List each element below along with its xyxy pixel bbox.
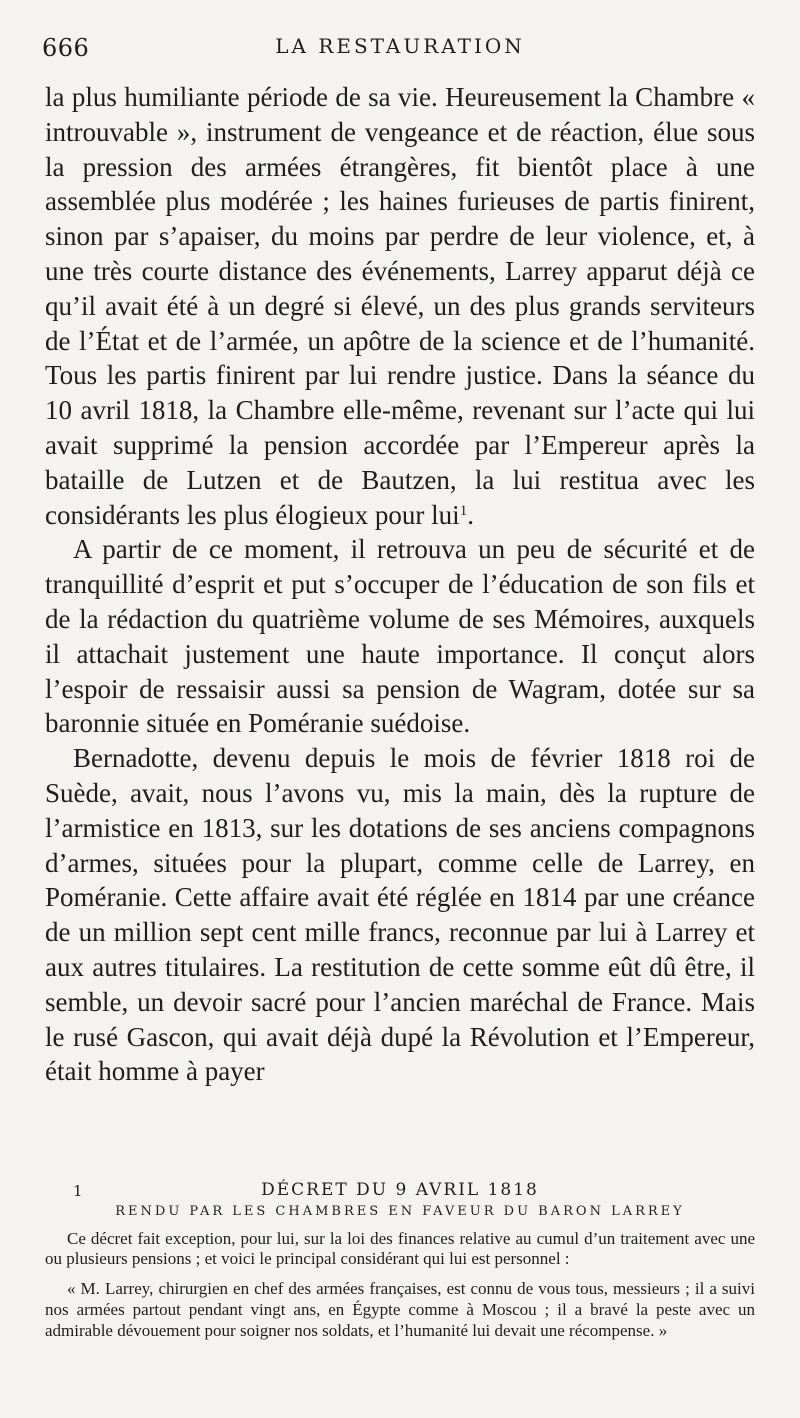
paragraph-2: A partir de ce moment, il retrouva un peu de sécurité et de tranquillité d’esprit et put s’occuper de l’éducation de son fils et de la rédaction du quatrième volume de ses Mémoires, auxquels il attachait justement une haute importance. Il conçut alors l’espoir de ressaisir aussi sa pension de Wagram, dotée sur sa baronnie située en Poméranie suédoise. — [45, 534, 755, 739]
paragraph-3: Bernadotte, devenu depuis le mois de février 1818 roi de Suède, avait, nous l’avons vu, mis la main, dès la rupture de l’armistice en 1813, sur les dotations de ses anciens compagnons d’armes, situées pour la plupart, comme celle de Larrey, en Poméranie. Cette affaire avait été réglée en 1814 par une créance de un million sept cent mille francs, reconnue par lui à Larrey et aux autres titulaires. La restitution de cette somme eût dû être, il semble, un devoir sacré pour l’ancien maréchal de France. Mais le rusé Gascon, qui avait déjà dupé la Révolution et l’Empereur, était homme à payer — [45, 743, 755, 1087]
paragraph-1: la plus humiliante période de sa vie. Heureusement la Chambre « introuvable », instrument de vengeance et de réaction, élue sous la pression des armées étrangères, fit bientôt place à une assemblée plus modérée ; les haines furieuses de partis finirent, sinon par s’apaiser, du moins par perdre de leur violence, et, à une très courte distance des événements, Larrey apparut déjà ce qu’il avait été à un degré si élevé, un des plus grands serviteurs de l’État et de l’armée, un apôtre de la science et de l’humanité. Tous les partis finirent par lui rendre justice. Dans la séance du 10 avril 1818, la Chambre elle-même, revenant sur l’acte qui lui avait supprimé la pension accordée par l’Empereur après la bataille de Lutzen et de Bautzen, la lui restitua avec les considérants les plus élogieux pour lui$^1$. — [45, 82, 755, 530]
footnote-reference: 1 — [459, 502, 468, 519]
footnote-marker: 1 — [73, 1182, 83, 1200]
paragraph-1-text: la plus humiliante période de sa vie. Heureusement la Chambre « introuvable », instrument de vengeance et de réaction, élue sous la pression des armées étrangères, fit bientôt place à une assemblée plus modérée ; les haines furieuses de partis finirent, sinon par s’apaiser, du moins par perdre de leur violence, et, à une très courte distance des événements, Larrey apparut déjà ce qu’il avait été à un degré si élevé, un des plus grands serviteurs de l’État et de l’armée, un apôtre de la science et de l’humanité. Tous les partis finirent par lui rendre justice. Dans la séance du 10 avril 1818, la Chambre elle-même, revenant sur l’acte qui lui avait supprimé la pension accordée par l’Empereur après la bataille de Lutzen et de Bautzen, la lui restitua avec les considérants les plus élogieux pour lui — [45, 82, 755, 530]
main-text — [45, 80, 755, 1089]
footnote-quote: « M. Larrey, chirurgien en chef des armées françaises, est connu de vous tous, messieurs ; il a suivi nos armées partout pendant vingt ans, en Égypte comme à Moscou ; il a bravé la peste avec un admirable dévouement pour soigner nos soldats, et l’humanité lui devait une récompense. » — [45, 1279, 755, 1340]
page-number: 666 — [42, 34, 90, 62]
running-title: LA RESTAURATION — [275, 34, 525, 58]
footnote-text: Ce décret fait exception, pour lui, sur la loi des finances relative au cumul d’un traitement avec une ou plusieurs pensions ; et voici le principal considérant qui lui est personnel : — [45, 1229, 755, 1268]
footnote — [45, 1180, 755, 1341]
footnote-subtitle: RENDU PAR LES CHAMBRES EN FAVEUR DU BARON LARREY — [115, 1204, 685, 1219]
footnote-title: DÉCRET DU 9 AVRIL 1818 — [261, 1180, 539, 1200]
page-header — [42, 34, 758, 64]
